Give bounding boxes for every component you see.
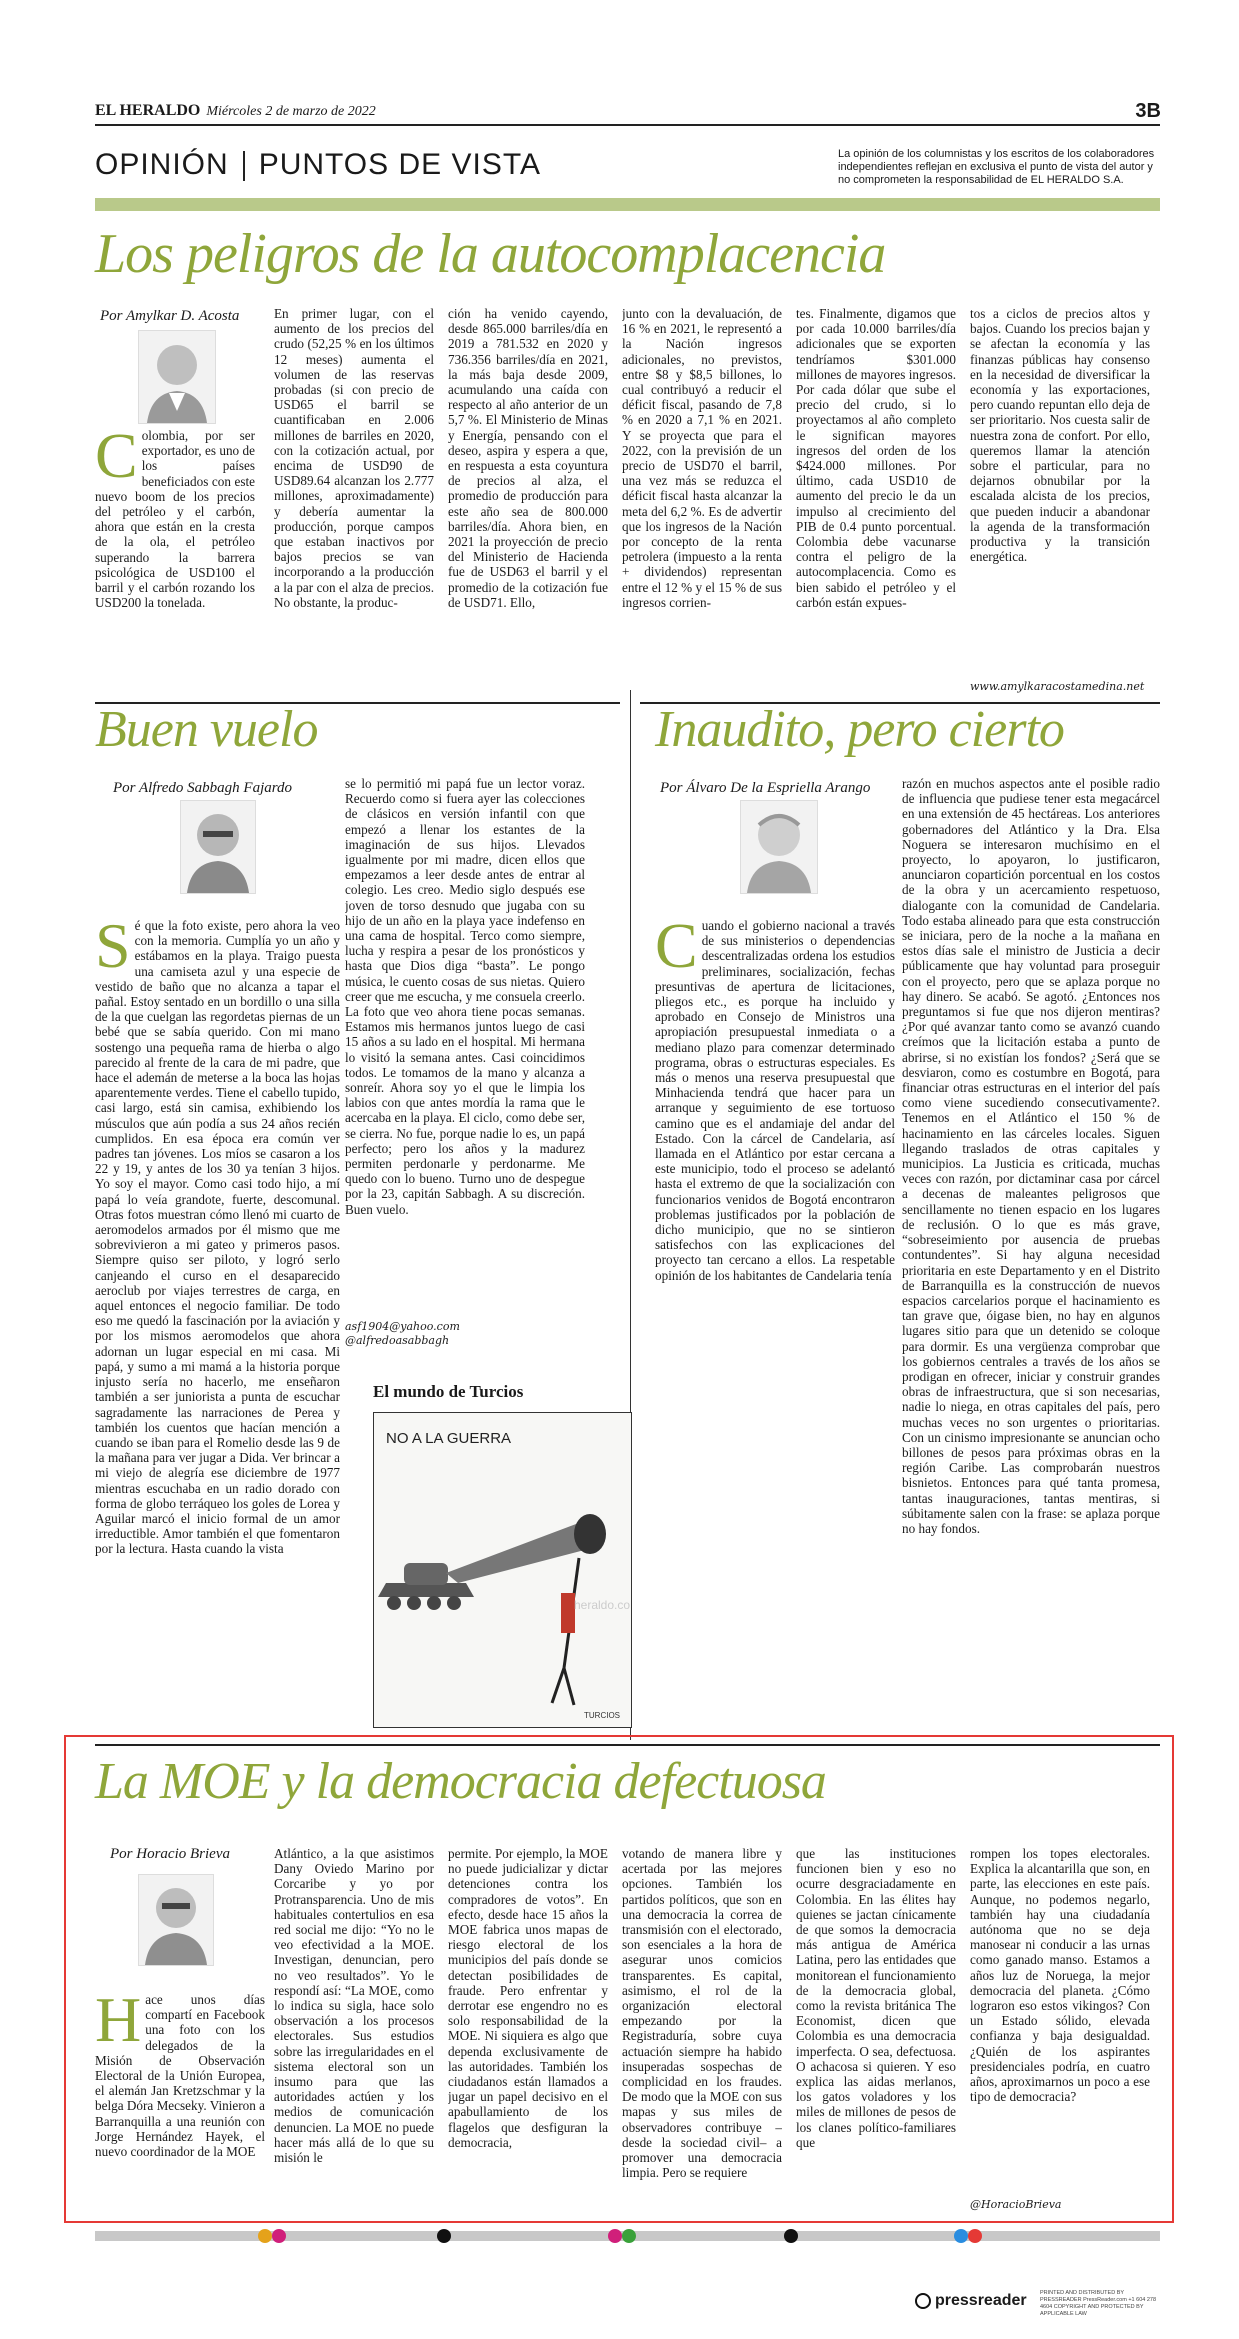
disclaimer: La opinión de los columnistas y los escritos de los colaboradores independientes reflejan en exclusiva el punto de vista del autor y no comprometen la responsabilidad de EL HERALDO S.A. [838, 148, 1155, 186]
byline-espriella: Por Álvaro De la Espriella Arango [660, 780, 871, 796]
section-title [95, 148, 541, 182]
page-number: 3B [1135, 100, 1161, 122]
article-moe-col2: Atlántico, a la que asistimos Dany Oviedo Marino por Corcaribe y yo por Protransparencia. Uno de mis habituales contertulios en esa red social me dijo: “Yo no le veo efectividad a la MOE. Investigan, denuncian, pero no veo resultados”. Yo le respondí así: “La MOE, como lo indica su sigla, hace solo observación a los procesos electorales. Sus estudios sobre las irregularidades en el sistema electoral son un insumo para que las autoridades actúen y los medios de comunicación denuncien. La MOE no puede hacer más allá de lo que su misión le [274, 1846, 434, 2166]
author-photo-acosta [138, 330, 216, 424]
header-rule [95, 124, 1160, 126]
headline-moe: La MOE y la democracia defectuosa [95, 1753, 826, 1810]
pressreader-logo[interactable]: pressreader [915, 2292, 1027, 2310]
author-handle-brieva[interactable]: @HoracioBrieva [970, 2198, 1062, 2211]
article-peligros-col3: ción ha venido cayendo, desde 865.000 barriles/día en 2019 a 781.532 en 2020 y 736.356 barriles/día en 2021, la más baja desde 2009, acumulando una caída con respecto al año anterior de un 5,7 %. El Ministerio de Minas y Energía, pensando con el deseo, aspira y espera a que, en respuesta a esta coyuntura de precios al alza, el promedio de producción para este año sea de 800.000 barriles/día. Ahora bien, en 2021 la proyección de precio del Ministerio de Hacienda fue de USD63 el barril y el promedio de la cotización fue de USD71. Ello, [448, 306, 608, 610]
registration-dot [954, 2229, 968, 2243]
article-peligros-col1: Colombia, por ser exportador, es uno de los países beneficiados con este nuevo boom de los precios del petróleo y el carbón, ahora que están en la cresta de la ola, el petróleo superando la barrera psicológica de USD100 el barril y el carbón rozando los USD200 la tonelada. [95, 428, 255, 611]
pressreader-fine-print: PRINTED AND DISTRIBUTED BY PRESSREADER PressReader.com +1 604 278 4604 COPYRIGHT AND PROTECTED BY APPLICABLE LAW [1040, 2290, 1157, 2317]
registration-dot [258, 2229, 272, 2243]
cartoon-watermark: heraldo.co [574, 1598, 631, 1612]
author-handle-sabbagh[interactable]: @alfredoasabbagh [345, 1334, 450, 1347]
section-divider [243, 151, 245, 181]
article-peligros-col6: tos a ciclos de precios altos y bajos. Cuando los precios bajan y se afectan la economía y las finanzas públicas hay consenso en la necesidad de diversificar la economía y las exportaciones, pero cuando repuntan ello deja de ser prioritario. Nos cuesta salir de nuestra zona de confort. Por ello, queremos llamar la atención sobre el particular, para no dejarnos obnubilar por la escalada alcista de los precios, que pueden inducir a abandonar la agenda de la transformación productiva y la transición energética. [970, 306, 1150, 565]
cartoon-caption: NO A LA GUERRA [386, 1430, 512, 1447]
author-email-sabbagh[interactable]: asf1904@yahoo.com [345, 1320, 460, 1333]
cartoon-title: El mundo de Turcios [373, 1382, 524, 1401]
article-peligros-col5: tes. Finalmente, digamos que por cada 10.000 barriles/día adicionales que se exporten tendríamos $301.000 millones de mayores ingresos. Por cada dólar que sube el precio del crudo, si lo proyectamos al año completo le significan mayores ingresos del orden de los $424.000 millones. Por último, cada USD10 de aumento del precio le da un impulso al crecimiento del PIB de 0.4 punto porcentual. Colombia debe vacunarse contra el peligro de la autocomplacencia. Como es bien sabido el petróleo y el carbón están expues- [796, 306, 956, 610]
registration-dot [784, 2229, 798, 2243]
registration-dot [608, 2229, 622, 2243]
article-inaudito-col2: razón en muchos aspectos ante el posible radio de influencia que pudiese tener esta megacárcel en una extensión de 45 hectáreas. Los anteriores gobernadores del Atlántico y la Dra. Elsa Noguera se interesaron muchísimo en el proyecto, lo apoyaron, lo justificaron, anunciaron copartición porcentual en los costos de la obra y un acercamiento respetuoso, dialogante con la comunidad de Candelaria. Todo estaba alineado para que esta construcción se iniciara, pero de la noche a la mañana en estos días sale el ministro de Justicia a decir públicamente que hay voluntad para proseguir con el proyecto, pero que se aplaza porque no hay dinero. Se acabó. Se agotó. ¿Entonces nos preguntamos si fue que nos dijeron mentiras? ¿Por qué avanzar tanto como se avanzó cuando creímos que la licitación estaba a punto de abrirse, si no existían los fondos? ¿Será que se desviaron, como es costumbre en Bogotá, para financiar otras estructuras en el interior del país como viene sucediendo consecutivamente?. Tenemos en el Atlántico el 150 % de hacinamiento en las cárceles locales. Siguen llegando traslados de otras capitales y municipios. La Justicia es criticada, muchas veces con razón, por dictaminar casa por cárcel a decenas de maleantes peligrosos que sencillamente no tienen espacio en los lugares de reclusión. O lo que es más grave, “sobreseimiento por ausencia de pruebas contundentes”. Si hay alguna necesidad prioritaria en este Departamento y en el Distrito de Barranquilla es la construcción de nuevos espacios carcelarios porque el hacinamiento es tan grave que, óigase bien, no hay en algunos lugares sitio para que un detenido se coloque para dormir. Es una vergüenza comprobar que los gobiernos centrales a través de los años se prodigan en ofrecer, iniciar y construir grandes obras de infraestructura, que si son necesarias, nadie lo niega, en otras capitales del país, pero muchas veces no son urgentes o prioritarias. Con un cinismo impresionante se anuncian ocho billones de pesos para próximas obras en la región Caribe. Las comprobarán nuestros bisnietos. Entonces para qué tanta promesa, tantas inauguraciones, tantas mentiras, si súbitamente salen con la frase: se aplaza porque no hay fondos. [902, 776, 1160, 1536]
issue-date: Miércoles 2 de marzo de 2022 [206, 104, 376, 119]
article-moe-col3: permite. Por ejemplo, la MOE no puede judicializar y dictar detenciones contra los compradores de votos”. En efecto, desde hace 15 años la MOE fabrica unos mapas de riesgo electoral de los municipios del país donde se detectan posibilidades de fraude. Pero enfrentar y derrotar ese engendro no es solo responsabilidad de la MOE. Ni siquiera es algo que dependa exclusivamente de las autoridades. También los ciudadanos están llamados a jugar un papel decisivo en el apabullamiento de los flagelos que desfiguran la democracia, [448, 1846, 608, 2150]
author-photo-brieva [138, 1874, 214, 1966]
green-band [95, 198, 1160, 211]
cartoon-signature: TURCIOS [584, 1711, 620, 1720]
headline-peligros: Los peligros de la autocomplacencia [95, 223, 886, 285]
cartoon-illustration [373, 1412, 632, 1728]
author-photo-espriella [740, 800, 818, 894]
byline-acosta: Por Amylkar D. Acosta [100, 308, 240, 324]
dropcap: S [95, 918, 131, 981]
registration-dot [968, 2229, 982, 2243]
article-moe-col5: que las instituciones funcionen bien y eso no ocurre desgraciadamente en Colombia. En las élites hay quienes se jactan cínicamente de que somos la democracia más antigua de América Latina, pero las entidades que monitorean el funcionamiento de la democracia global, como la revista británica The Economist, dicen que Colombia es una democracia imperfecta. O sea, defectuosa. O achacosa si quieren. Y eso explica las aidas merlanos, los gatos voladores y los miles de millones de pesos de los clanes político-familiares que [796, 1846, 956, 2150]
section-opinion: OPINIÓN [95, 148, 229, 181]
article-peligros-col4: junto con la devaluación, de 16 % en 2021, le representó a la Nación ingresos adicionales, no previstos, entre $8 y $8,5 billones, lo cual contribuyó a reducir el déficit fiscal, pasando de 7,8 % en 2020 a 7,1 % en 2021. Y se proyecta que para el 2022, con la previsión de un precio de USD70 el barril, una vez más se reduzca el déficit fiscal hasta alcanzar la meta del 6,2 %. Es de advertir que los ingresos de la Nación por concepto de la renta petrolera (impuesto a la renta + dividendos) representan entre el 12 % y el 15 % de sus ingresos corrien- [622, 306, 782, 610]
masthead [95, 102, 376, 120]
article-buen-vuelo-col2: se lo permitió mi papá fue un lector voraz. Recuerdo como si fuera ayer las colecciones de clásicos en versión infantil con que empezó a llenar los estantes de la imaginación de sus hijos. Llevados igualmente por mi madre, dicen ellos que empezamos a leer desde antes de entrar al colegio. Les creo. Medio siglo después ese joven de torso desnudo que jugaba con su hijo de un año en la playa yace indefenso en una cama de hospital. Terco como siempre, lucha y respira a pesar de los pronósticos y hasta que Dios diga “basta”. Le pongo música, le cuento cosas de sus nietas. Quiero creer que me escucha, y me consuela creerlo. La foto que veo ahora tiene pocas semanas. Estamos mis hermanos juntos luego de casi 15 años a su lado en el hospital. Mi hermana lo visitó la semana antes. Casi coincidimos todos. Le tomamos de la mano y alcanza a sonreír. Ahora soy yo el que le limpia los labios con que antes mordía la rama que le acercaba en la playa. El ciclo, como debe ser, se cierra. No fue, porque nadie lo es, un papá perfecto; pero los años y la madurez permiten perdonarle y perdonarme. Me quedo con lo bueno. Turno uno de despegue por la 23, capitán Sabbagh. A su discreción. Buen vuelo. [345, 776, 585, 1217]
pressreader-icon [915, 2293, 931, 2309]
divider-bottom [95, 1744, 1160, 1746]
author-url-acosta[interactable]: www.amylkaracostamedina.net [970, 680, 1145, 693]
registration-dot [622, 2229, 636, 2243]
article-moe-col6: rompen los topes electorales. Explica la alcantarilla que son, en parte, las elecciones en este país. Aunque, no podemos negarlo, también hay una ciudadanía autónoma que no se deja manosear ni conducir a las urnas como ganado manso. Estamos a años luz de Noruega, la mejor democracia del planeta. ¿Cómo lograron eso estos vikingos? Con un Estado sólido, elevada confianza y baja desigualdad. ¿Quién de los aspirantes presidenciales podría, en cuatro años, aproximarnos un poco a ese tipo de democracia? [970, 1846, 1150, 2105]
dropcap: C [655, 918, 698, 981]
article-buen-vuelo-col1: Sé que la foto existe, pero ahora la veo con la memoria. Cumplía yo un año y estábamos en la playa. Traigo puesta una camiseta azul y una especie de vestido de baño que no alcanza a tapar el pañal. Estoy sentado en un bordillo o una silla de la que cuelgan las regordetas piernas de un bebé que se sabía querido. Con mi mano sostengo una pequeña rama de hierba o algo parecido al frente de la cara de mi padre, que hace el ademán de meterse a la boca las hojas aparentemente verdes. Tiene el cabello tupido, casi largo, está sin camisa, exhibiendo los músculos que aún podía a sus 24 años recién cumplidos. En esa época era común ver padres tan jóvenes. Los míos se casaron a los 22 y 19, y antes de los 30 ya tenían 3 hijos. Yo soy el mayor. Como casi todo hijo, a mí papá lo veía grandote, fuerte, descomunal. Otras fotos muestran cómo llenó mi cuarto de aeromodelos armados por él mismo que me sobrevivieron a mi gateo y primeros pasos. Siempre quiso ser piloto, y logró serlo canjeando el curso en el desaparecido aeroclub por viajes terrestres de carga, en aquel entonces el negocio familiar. De todo eso me quedó la fascinación por la aviación y por los mismos aeromodelos que ahora adornan un lugar especial en mi casa. Mi papá, y sumo a mi mamá a la historia porque injusto sería no hacerlo, me enseñaron también a ser juniorista a punta de escuchar sagradamente las narraciones de Perea y también los cuentos que hacían mención a cuando se iban para el Romelio desde las 9 de la mañana para ver jugar a Dida. Ver brincar a mi viejo de alegría ese diciembre de 1977 mientras escuchaba en un radio dorado con forma de globo terráqueo los goles de Lorea y Aguilar marcó el inicio formal de un amor irreductible. Amor también el que fomentaron por la lectura. Hasta cuando la vista [95, 918, 340, 1557]
headline-buen-vuelo: Buen vuelo [95, 701, 318, 758]
article-moe-col4: votando de manera libre y acertada por las mejores opciones. También los partidos políticos, que son en una democracia la correa de transmisión con el electorado, son esenciales a la hora de asegurar unos comicios transparentes. Es capital, asimismo, el rol de la organización electoral empezando por la Registraduría, sobre cuya actuación siempre ha habido insuperadas sospechas de complicidad en los fraudes. De modo que la MOE con sus mapas y sus miles de observadores contribuye –desde la sociedad civil– a promover una democracia limpia. Pero se requiere [622, 1846, 782, 2181]
dropcap: C [95, 428, 138, 491]
article-peligros-col2: En primer lugar, con el aumento de los precios del crudo (52,25 % en los últimos 12 meses) aumenta el volumen de las reservas probadas (si con precio de USD65 el barril se cuantificaban en 2.006 millones de barriles en 2020, con la cotización actual, por encima de USD90 de USD89.64 alcanzan los 2.777 millones, aproximadamente) y debería aumentar la producción, porque campos que estaban inactivos por bajos precios se van incorporando a la producción a la par con el alza de precios. No obstante, la produc- [274, 306, 434, 610]
byline-sabbagh: Por Alfredo Sabbagh Fajardo [113, 780, 293, 796]
registration-dot [272, 2229, 286, 2243]
registration-dot [437, 2229, 451, 2243]
article-inaudito-col1: Cuando el gobierno nacional a través de sus ministerios o dependencias descentralizadas ordena los estudios preliminares, socialización, fechas presuntivas de apertura de licitaciones, pliegos etc., es porque ha incluido y aprobado en Consejo de Ministros una apropiación presupuestal inmediata o a mediano plazo para comenzar determinado programa, obras o estructuras especiales. Es más o menos una reserva presupuestal que Minhacienda tendrá que hacer para un arranque y seguimiento de ese tortuoso camino que es el andamiaje del andar del Estado. Con la cárcel de Candelaria, así llamada en el Atlántico por estar cercana a este municipio, todo el proceso se adelantó hasta el extremo de que la socialización con funcionarios venidos de Bogotá encontraron problemas justificados por la población de dicho municipio, que no se sintieron satisfechos con las explicaciones del proyecto tan cercano a ellos. La respetable opinión de los habitantes de Candelaria tenía [655, 918, 895, 1283]
author-photo-sabbagh [180, 800, 256, 894]
headline-inaudito: Inaudito, pero cierto [655, 701, 1064, 758]
byline-brieva: Por Horacio Brieva [110, 1846, 230, 1862]
article-moe-col1: Hace unos días compartí en Facebook una foto con los delegados de la Misión de Observación Electoral de la Unión Europea, el alemán Jan Kretzschmar y la belga Dóra Mecseky. Vinieron a Barranquilla a una reunión con Jorge Hernández Hayek, el nuevo coordinador de la MOE [95, 1992, 265, 2160]
section-points-of-view: PUNTOS DE VISTA [258, 148, 541, 181]
paper-name: EL HERALDO [95, 102, 201, 119]
dropcap: H [95, 1992, 142, 2055]
